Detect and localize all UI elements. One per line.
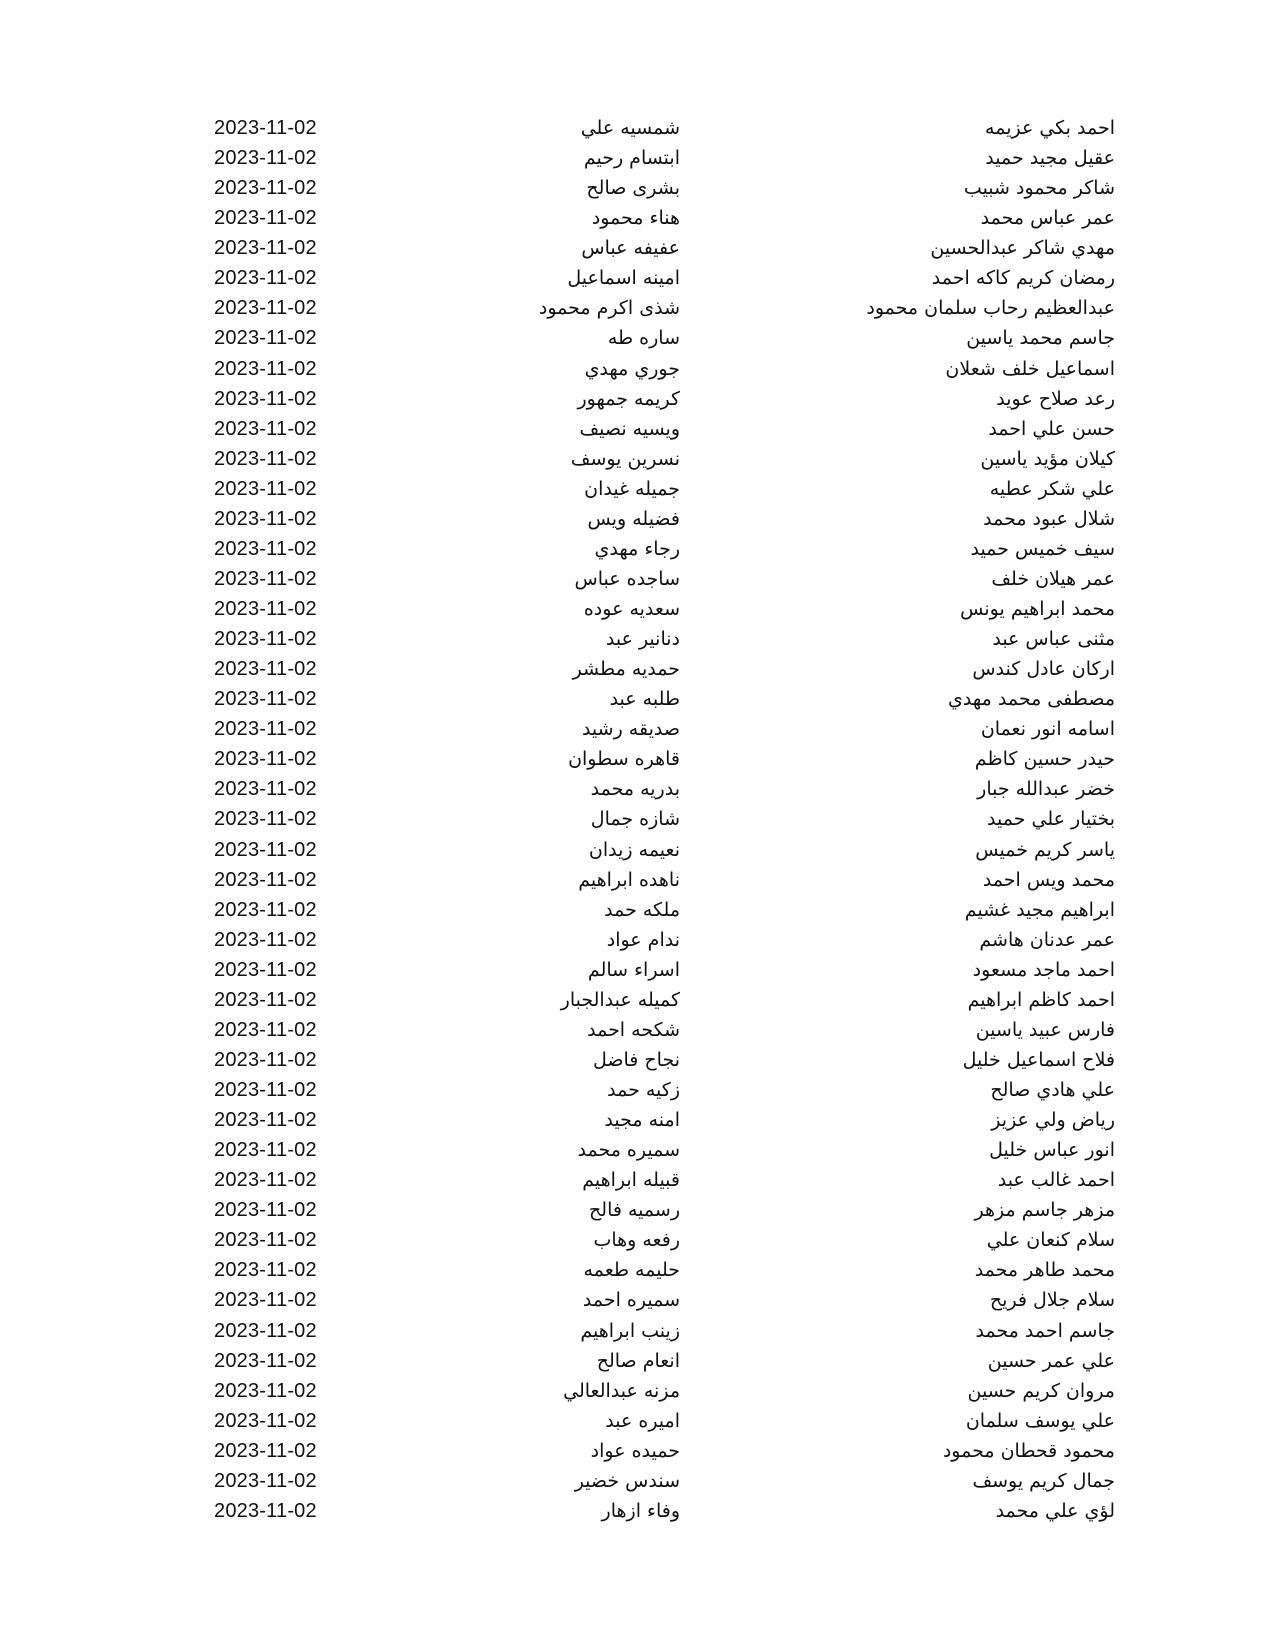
person-name: عبدالعظيم رحاب سلمان محمود (866, 297, 1115, 320)
person-name: عقيل مجيد حميد (985, 147, 1115, 170)
table-row (0, 1105, 1275, 1135)
spouse-name: نسرين يوسف (570, 447, 680, 470)
person-name: خضر عبدالله جبار (977, 778, 1115, 801)
spouse-name: شازه جمال (590, 808, 680, 831)
person-name: فارس عبيد ياسين (975, 1018, 1115, 1041)
spouse-name: هناء محمود (591, 207, 680, 230)
person-name: مروان كريم حسين (967, 1379, 1115, 1402)
spouse-name: اسراء سالم (587, 958, 680, 981)
record-date: 2023-11-02 (214, 1379, 317, 1402)
person-name: جاسم محمد ياسين (966, 327, 1115, 350)
person-name: سلام جلال فريح (989, 1289, 1115, 1312)
spouse-name: شمسيه علي (580, 117, 680, 139)
spouse-name: ساره طه (607, 327, 680, 350)
table-row (0, 534, 1275, 564)
person-name: مهدي شاكر عبدالحسين (930, 237, 1115, 260)
person-name: شلال عبود محمد (983, 507, 1115, 530)
spouse-name: دنانير عبد (605, 628, 680, 651)
spouse-name: طلبه عبد (609, 688, 680, 711)
table-row (0, 594, 1275, 624)
table-row (0, 1316, 1275, 1346)
record-date: 2023-11-02 (214, 357, 317, 380)
person-name: لؤي علي محمد (995, 1499, 1115, 1522)
spouse-name: امنه مجيد (604, 1109, 680, 1132)
spouse-name: عفيفه عباس (581, 237, 680, 260)
spouse-name: ناهده ابراهيم (578, 868, 680, 891)
table-row (0, 684, 1275, 714)
record-date: 2023-11-02 (214, 387, 317, 410)
table-row (0, 474, 1275, 504)
record-date: 2023-11-02 (214, 477, 317, 500)
table-row (0, 504, 1275, 534)
record-date: 2023-11-02 (214, 1229, 317, 1252)
person-name: احمد بكي عزيمه (985, 117, 1115, 139)
spouse-name: جوري مهدي (584, 357, 680, 380)
spouse-name: شكحه احمد (587, 1018, 680, 1041)
record-date: 2023-11-02 (214, 177, 317, 200)
record-date: 2023-11-02 (214, 1499, 317, 1522)
spouse-name: سميره احمد (582, 1289, 680, 1312)
spouse-name: سعديه عوده (583, 598, 680, 620)
table-row (0, 624, 1275, 654)
person-name: ياسر كريم خميس (975, 838, 1115, 861)
spouse-name: امينه اسماعيل (567, 267, 680, 290)
record-date: 2023-11-02 (214, 537, 317, 560)
spouse-name: وفاء ازهار (601, 1499, 680, 1522)
spouse-name: رسميه فالح (589, 1199, 680, 1222)
person-name: علي هادي صالح (990, 1079, 1115, 1101)
spouse-name: شذى اكرم محمود (538, 297, 680, 320)
person-name: رمضان كريم كاكه احمد (931, 267, 1115, 290)
person-name: علي شكر عطيه (989, 477, 1115, 500)
table-row (0, 804, 1275, 834)
table-row (0, 414, 1275, 444)
table-row (0, 1285, 1275, 1315)
table-row (0, 233, 1275, 263)
table-row (0, 1436, 1275, 1466)
record-date: 2023-11-02 (214, 237, 317, 260)
record-date: 2023-11-02 (214, 898, 317, 921)
spouse-name: كميله عبدالجبار (560, 988, 680, 1011)
record-date: 2023-11-02 (214, 267, 317, 290)
person-name: شاكر محمود شبيب (963, 177, 1115, 200)
person-name: احمد ماجد مسعود (972, 958, 1115, 981)
record-date: 2023-11-02 (214, 1259, 317, 1282)
person-name: جاسم احمد محمد (975, 1319, 1115, 1342)
spouse-name: سميره محمد (577, 1139, 680, 1162)
record-date: 2023-11-02 (214, 1409, 317, 1432)
person-name: علي عمر حسين (987, 1349, 1115, 1372)
record-date: 2023-11-02 (214, 507, 317, 530)
person-name: محمد ويس احمد (982, 868, 1115, 891)
record-date: 2023-11-02 (214, 207, 317, 230)
record-date: 2023-11-02 (214, 1469, 317, 1492)
spouse-name: زكيه حمد (607, 1079, 680, 1101)
table-row (0, 1376, 1275, 1406)
spouse-name: ندام عواد (606, 928, 680, 951)
table-row (0, 1225, 1275, 1255)
person-name: حسن علي احمد (988, 417, 1115, 440)
table-row (0, 143, 1275, 173)
record-date: 2023-11-02 (214, 1139, 317, 1162)
table-row (0, 1195, 1275, 1225)
record-date: 2023-11-02 (214, 417, 317, 440)
spouse-name: رجاء مهدي (594, 537, 680, 560)
person-name: اسامه انور نعمان (980, 718, 1115, 741)
record-date: 2023-11-02 (214, 958, 317, 981)
table-row (0, 925, 1275, 955)
person-name: انور عباس خليل (989, 1139, 1115, 1162)
table-row (0, 173, 1275, 203)
table-row (0, 354, 1275, 384)
table-row (0, 1496, 1275, 1526)
table-row (0, 895, 1275, 925)
person-name: عمر عدنان هاشم (979, 928, 1115, 951)
person-name: اسماعيل خلف شعلان (945, 357, 1115, 380)
record-date: 2023-11-02 (214, 147, 317, 170)
table-row (0, 835, 1275, 865)
spouse-name: ملكه حمد (604, 898, 680, 921)
record-date: 2023-11-02 (214, 297, 317, 320)
record-date: 2023-11-02 (214, 838, 317, 861)
spouse-name: قبيله ابراهيم (582, 1169, 680, 1192)
table-row (0, 564, 1275, 594)
person-name: جمال كريم يوسف (972, 1469, 1115, 1492)
record-date: 2023-11-02 (214, 928, 317, 951)
record-date: 2023-11-02 (214, 447, 317, 470)
table-row (0, 1015, 1275, 1045)
record-date: 2023-11-02 (214, 1109, 317, 1132)
spouse-name: حميده عواد (590, 1439, 680, 1462)
spouse-name: بدريه محمد (590, 778, 680, 801)
person-name: احمد غالب عبد (997, 1169, 1115, 1192)
record-date: 2023-11-02 (214, 1289, 317, 1312)
person-name: علي يوسف سلمان (965, 1409, 1115, 1432)
record-date: 2023-11-02 (214, 1319, 317, 1342)
record-date: 2023-11-02 (214, 868, 317, 891)
spouse-name: جميله غيدان (584, 477, 680, 500)
person-name: مزهر جاسم مزهر (974, 1199, 1115, 1222)
spouse-name: انعام صالح (596, 1349, 680, 1372)
table-row (0, 774, 1275, 804)
table-row (0, 744, 1275, 774)
person-name: حيدر حسين كاظم (974, 748, 1115, 771)
record-date: 2023-11-02 (214, 598, 317, 620)
person-name: سيف خميس حميد (970, 537, 1115, 560)
record-date: 2023-11-02 (214, 778, 317, 801)
person-name: محمد ابراهيم يونس (960, 598, 1115, 620)
table-row (0, 714, 1275, 744)
table-row (0, 323, 1275, 353)
person-name: كيلان مؤيد ياسين (980, 447, 1115, 470)
spouse-name: ساجده عباس (574, 567, 680, 590)
table-row (0, 1346, 1275, 1376)
table-row (0, 1165, 1275, 1195)
table-row (0, 1466, 1275, 1496)
table-row (0, 1045, 1275, 1075)
spouse-name: قاهره سطوان (568, 748, 680, 771)
person-name: محمود قحطان محمود (942, 1439, 1115, 1462)
record-date: 2023-11-02 (214, 988, 317, 1011)
record-date: 2023-11-02 (214, 1199, 317, 1222)
spouse-name: ويسيه نصيف (579, 417, 680, 440)
table-row (0, 1406, 1275, 1436)
person-name: محمد طاهر محمد (974, 1259, 1115, 1282)
person-name: احمد كاظم ابراهيم (967, 988, 1115, 1011)
record-date: 2023-11-02 (214, 1439, 317, 1462)
table-row (0, 444, 1275, 474)
spouse-name: صديقه رشيد (581, 718, 680, 741)
record-date: 2023-11-02 (214, 117, 317, 139)
record-date: 2023-11-02 (214, 1079, 317, 1101)
spouse-name: فضيله ويس (587, 507, 680, 530)
person-name: بختيار علي حميد (987, 808, 1115, 831)
person-name: رياض ولي عزيز (991, 1109, 1115, 1132)
person-name: عمر عباس محمد (980, 207, 1115, 230)
spouse-name: اميره عبد (605, 1409, 680, 1432)
spouse-name: ابتسام رحيم (583, 147, 680, 170)
table-row (0, 384, 1275, 414)
record-date: 2023-11-02 (214, 1169, 317, 1192)
table-row (0, 293, 1275, 323)
spouse-name: سندس خضير (574, 1469, 680, 1492)
person-name: اركان عادل كندس (972, 658, 1115, 681)
person-name: ابراهيم مجيد غشيم (964, 898, 1115, 921)
spouse-name: حمديه مطشر (572, 658, 680, 681)
record-date: 2023-11-02 (214, 658, 317, 681)
spouse-name: مزنه عبدالعالي (563, 1379, 680, 1402)
table-row (0, 985, 1275, 1015)
spouse-name: حليمه طعمه (583, 1259, 680, 1282)
person-name: مثنى عباس عبد (992, 628, 1115, 651)
record-date: 2023-11-02 (214, 628, 317, 651)
table-row (0, 955, 1275, 985)
spouse-name: نعيمه زيدان (588, 838, 680, 861)
table-row (0, 203, 1275, 233)
person-name: رعد صلاح عويد (996, 387, 1115, 410)
record-date: 2023-11-02 (214, 1349, 317, 1372)
record-date: 2023-11-02 (214, 1048, 317, 1071)
table-row (0, 865, 1275, 895)
record-date: 2023-11-02 (214, 808, 317, 831)
record-date: 2023-11-02 (214, 718, 317, 741)
spouse-name: نجاح فاضل (592, 1048, 680, 1071)
table-row (0, 113, 1275, 143)
record-date: 2023-11-02 (214, 688, 317, 711)
spouse-name: رفعه وهاب (593, 1229, 680, 1252)
person-name: سلام كنعان علي (986, 1229, 1115, 1252)
table-row (0, 1075, 1275, 1105)
spouse-name: زينب ابراهيم (580, 1319, 680, 1342)
records-table (0, 113, 1275, 1526)
table-row (0, 1135, 1275, 1165)
spouse-name: كريمه جمهور (577, 387, 680, 410)
record-date: 2023-11-02 (214, 327, 317, 350)
table-row (0, 1255, 1275, 1285)
person-name: فلاح اسماعيل خليل (962, 1048, 1115, 1071)
record-date: 2023-11-02 (214, 748, 317, 771)
record-date: 2023-11-02 (214, 567, 317, 590)
table-row (0, 654, 1275, 684)
table-row (0, 263, 1275, 293)
person-name: عمر هيلان خلف (991, 567, 1115, 590)
record-date: 2023-11-02 (214, 1018, 317, 1041)
spouse-name: بشرى صالح (586, 177, 680, 200)
person-name: مصطفى محمد مهدي (948, 688, 1115, 711)
